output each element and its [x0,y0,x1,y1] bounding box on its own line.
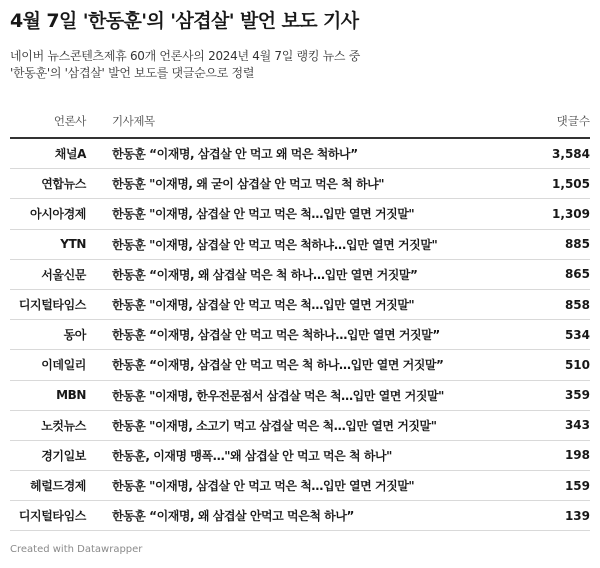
headline-cell: 한동훈, 이재명 맹폭…"왜 삼겹살 안 먹고 먹은 척 하나" [112,448,392,463]
headline-cell: 한동훈 “이재명, 삼겹살 안 먹고 왜 먹은 척하나” [112,147,358,162]
comment-count-cell: 858 [564,297,590,312]
comment-count-cell: 1,505 [552,176,590,191]
table-row [10,501,590,531]
headline-cell: 한동훈 “이재명, 삼겹살 안 먹고 먹은 척하나…입만 열면 거짓말” [112,328,440,343]
comment-count-cell: 1,309 [552,206,590,221]
table-header [10,99,590,139]
publisher-cell: 헤럴드경제 [30,479,86,494]
table-row [10,381,590,411]
publisher-cell: 아시아경제 [30,207,86,222]
table-row [10,471,590,501]
table-row [10,139,590,169]
comment-count-cell: 343 [564,418,590,433]
table-row [10,169,590,199]
table-row [10,350,590,380]
headline-cell: 한동훈 “이재명, 왜 삼겹살 안먹고 먹은척 하나” [112,509,354,524]
table-row [10,290,590,320]
publisher-cell: 디지털타임스 [18,509,86,524]
comment-count-cell: 510 [564,357,590,372]
chart-subtitle [10,48,590,82]
table-row [10,411,590,441]
headline-cell: 한동훈 "이재명, 삼겹살 안 먹고 먹은 척하냐...입만 열면 거짓말" [112,237,438,252]
table-body [10,139,590,531]
table-row [10,320,590,350]
comment-count-cell: 885 [564,237,590,252]
headline-cell: 한동훈 "이재명, 한우전문점서 삼겹살 먹은 척…입만 열면 거짓말" [112,388,444,403]
headline-cell: 한동훈 “이재명, 삼겹살 안 먹고 먹은 척 하나…입만 열면 거짓말” [112,358,444,373]
comment-count-cell: 159 [564,478,590,493]
publisher-cell: 경기일보 [41,448,86,463]
headline-cell: 한동훈 “이재명, 왜 삼겹살 먹은 척 하나…입만 열면 거짓말” [112,267,418,282]
headline-cell: 한동훈 "이재명, 소고기 먹고 삼겹살 먹은 척…입만 열면 거짓말" [112,418,437,433]
chart-title: 4월 7일 '한동훈'의 '삼겹살' 발언 보도 기사 [10,10,359,32]
column-header-publisher[interactable]: 언론사 [53,114,86,128]
datawrapper-credit: Created with Datawrapper [10,544,143,555]
comment-count-cell: 865 [564,267,590,282]
subtitle-line-1: 네이버 뉴스콘텐츠제휴 60개 언론사의 2024년 4월 7일 랭킹 뉴스 중 [10,49,361,63]
table-row [10,199,590,229]
comment-count-cell: 139 [564,508,590,523]
subtitle-line-2: '한동훈'의 '삼겹살' 발언 보도를 댓글순으로 정렬 [10,66,255,80]
comment-count-cell: 3,584 [552,146,590,161]
publisher-cell: 노컷뉴스 [41,418,86,433]
table-row [10,260,590,290]
data-table [10,99,590,531]
headline-cell: 한동훈 "이재명, 삼겹살 안 먹고 먹은 척…입만 열면 거짓말" [112,298,415,313]
publisher-cell: 동아 [63,328,86,343]
table-row [10,441,590,471]
publisher-cell: YTN [60,237,86,252]
comment-count-cell: 534 [564,327,590,342]
headline-cell: 한동훈 "이재명, 삼겹살 안 먹고 먹은 척…입만 열면 거짓말" [112,207,415,222]
publisher-cell: 채널A [54,147,86,162]
column-header-headline[interactable]: 기사제목 [112,114,155,128]
publisher-cell: 연합뉴스 [41,177,86,192]
publisher-cell: 서울신문 [41,267,86,282]
comment-count-cell: 198 [564,448,590,463]
headline-cell: 한동훈 "이재명, 왜 굳이 삼겹살 안 먹고 먹은 척 하냐" [112,177,385,192]
comment-count-cell: 359 [564,388,590,403]
publisher-cell: 이데일리 [41,358,86,373]
column-header-comments[interactable]: 댓글수 [556,114,590,128]
chart-container [10,8,590,531]
publisher-cell: MBN [56,388,86,403]
headline-cell: 한동훈 "이재명, 삼겹살 안 먹고 먹은 척…입만 열면 거짓말" [112,479,415,494]
publisher-cell: 디지털타임스 [18,298,86,313]
table-row [10,230,590,260]
